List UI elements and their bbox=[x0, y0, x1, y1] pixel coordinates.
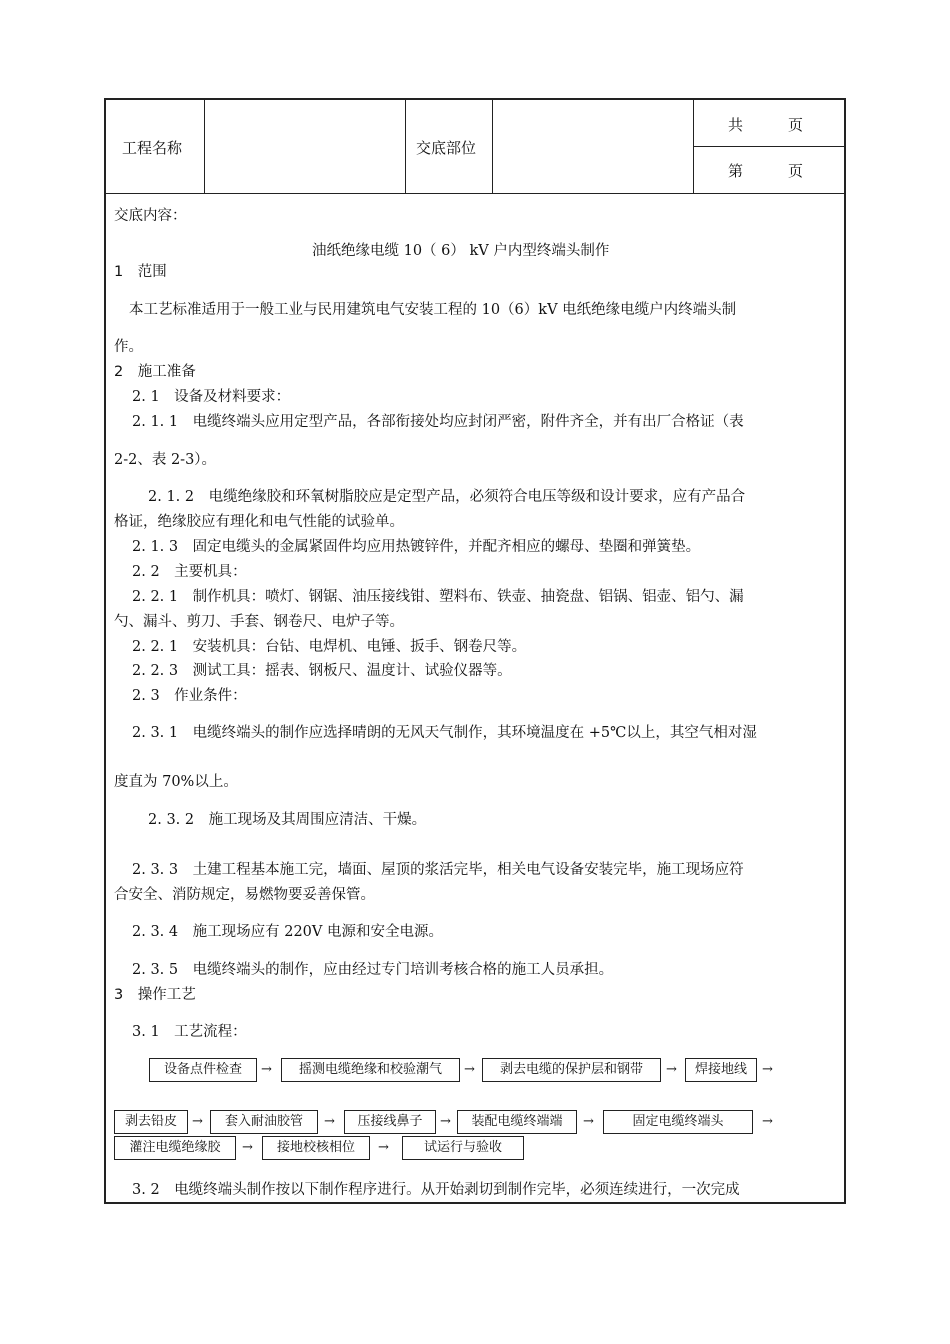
paragraph: 作。 bbox=[114, 339, 143, 355]
flow-step: 压接线鼻子 bbox=[344, 1110, 436, 1134]
flow-step: 剥去电缆的保护层和钢带 bbox=[482, 1058, 661, 1082]
project-name-label: 工程名称 bbox=[122, 139, 183, 157]
flow-arrow: → bbox=[464, 1062, 475, 1077]
divider bbox=[405, 100, 406, 193]
paragraph: 2. 1. 3 固定电缆头的金属紧固件均应用热镀锌件，并配齐相应的螺母、垫圈和弹簧垫。 bbox=[132, 539, 701, 555]
paragraph: 度直为 70%以上。 bbox=[114, 774, 238, 790]
paragraph: 2. 3. 2 施工现场及其周围应清洁、干燥。 bbox=[148, 812, 427, 828]
section-2-heading: 2 施工准备 bbox=[114, 364, 196, 380]
paragraph: 2. 1. 1 电缆终端头应用定型产品，各部衔接处均应封闭严密，附件齐全，并有出厂合格证（表 bbox=[132, 414, 744, 430]
subheading: 3. 1 工艺流程： bbox=[132, 1024, 247, 1040]
paragraph: 2. 3. 5 电缆终端头的制作，应由经过专门培训考核合格的施工人员承担。 bbox=[132, 962, 614, 978]
flow-arrow: → bbox=[378, 1140, 389, 1155]
paragraph: 2. 2. 1 制作机具：喷灯、钢锯、油压接线钳、塑料布、铁壶、抽瓷盘、铝锅、铝壶、铝勺、漏 bbox=[132, 589, 744, 605]
flow-step: 焊接地线 bbox=[685, 1058, 757, 1082]
flow-arrow: → bbox=[762, 1114, 773, 1129]
divider bbox=[204, 100, 205, 193]
flow-step: 接地校核相位 bbox=[262, 1136, 370, 1160]
subheading: 2. 3 作业条件： bbox=[132, 688, 247, 704]
total-pages-label: 共 页 bbox=[728, 116, 804, 134]
paragraph: 2. 2. 1 安装机具：台钻、电焊机、电锤、扳手、钢卷尺等。 bbox=[132, 639, 527, 655]
subheading: 2. 1 设备及材料要求： bbox=[132, 389, 291, 405]
paragraph: 2. 1. 2 电缆绝缘胶和环氧树脂胶应是定型产品，必须符合电压等级和设计要求，应有产品合 bbox=[148, 489, 746, 505]
flow-arrow: → bbox=[440, 1114, 451, 1129]
divider bbox=[492, 100, 493, 193]
flow-step: 装配电缆终端端 bbox=[457, 1110, 577, 1134]
paragraph: 合安全、消防规定，易燃物要妥善保管。 bbox=[114, 887, 375, 903]
form-header bbox=[106, 100, 844, 194]
flow-step: 设备点件检查 bbox=[149, 1058, 257, 1082]
flow-step: 剥去铅皮 bbox=[114, 1110, 188, 1134]
subheading: 2. 2 主要机具： bbox=[132, 564, 247, 580]
paragraph: 本工艺标准适用于一般工业与民用建筑电气安装工程的 10（6）kV 电纸绝缘电缆户内终端头制 bbox=[129, 302, 737, 318]
section-1-heading: 1 范围 bbox=[114, 264, 167, 280]
section-3-heading: 3 操作工艺 bbox=[114, 987, 196, 1003]
page-number-label: 第 页 bbox=[728, 162, 804, 180]
paragraph: 格证，绝缘胶应有理化和电气性能的试验单。 bbox=[114, 514, 404, 530]
flow-step: 摇测电缆绝缘和校验潮气 bbox=[281, 1058, 460, 1082]
flow-arrow: → bbox=[666, 1062, 677, 1077]
document-title: 油纸绝缘电缆 10（ 6） kV 户内型终端头制作 bbox=[312, 243, 610, 259]
divider bbox=[693, 146, 844, 147]
paragraph: 2. 3. 1 电缆终端头的制作应选择晴朗的无风天气制作，其环境温度在 +5℃以上，其空气相对湿 bbox=[132, 725, 757, 741]
flow-arrow: → bbox=[261, 1062, 272, 1077]
flow-step: 灌注电缆绝缘胶 bbox=[114, 1136, 236, 1160]
paragraph: 2. 3. 4 施工现场应有 220V 电源和安全电源。 bbox=[132, 924, 443, 940]
flow-step: 固定电缆终端头 bbox=[603, 1110, 753, 1134]
paragraph: 3. 2 电缆终端头制作按以下制作程序进行。从开始剥切到制作完毕，必须连续进行，一次完成 bbox=[132, 1182, 740, 1198]
flow-arrow: → bbox=[242, 1140, 253, 1155]
paragraph: 勺、漏斗、剪刀、手套、钢卷尺、电炉子等。 bbox=[114, 614, 404, 630]
paragraph: 2-2、表 2-3）。 bbox=[114, 452, 217, 468]
flow-step: 套入耐油胶管 bbox=[210, 1110, 318, 1134]
flow-step: 试运行与验收 bbox=[402, 1136, 524, 1160]
location-label: 交底部位 bbox=[416, 139, 477, 157]
flow-arrow: → bbox=[583, 1114, 594, 1129]
content-label: 交底内容： bbox=[114, 208, 187, 224]
flow-arrow: → bbox=[324, 1114, 335, 1129]
flow-arrow: → bbox=[192, 1114, 203, 1129]
paragraph: 2. 2. 3 测试工具：摇表、钢板尺、温度计、试验仪器等。 bbox=[132, 663, 512, 679]
flow-arrow: → bbox=[762, 1062, 773, 1077]
paragraph: 2. 3. 3 土建工程基本施工完，墙面、屋顶的浆活完毕，相关电气设备安装完毕，施工现场应符 bbox=[132, 862, 744, 878]
